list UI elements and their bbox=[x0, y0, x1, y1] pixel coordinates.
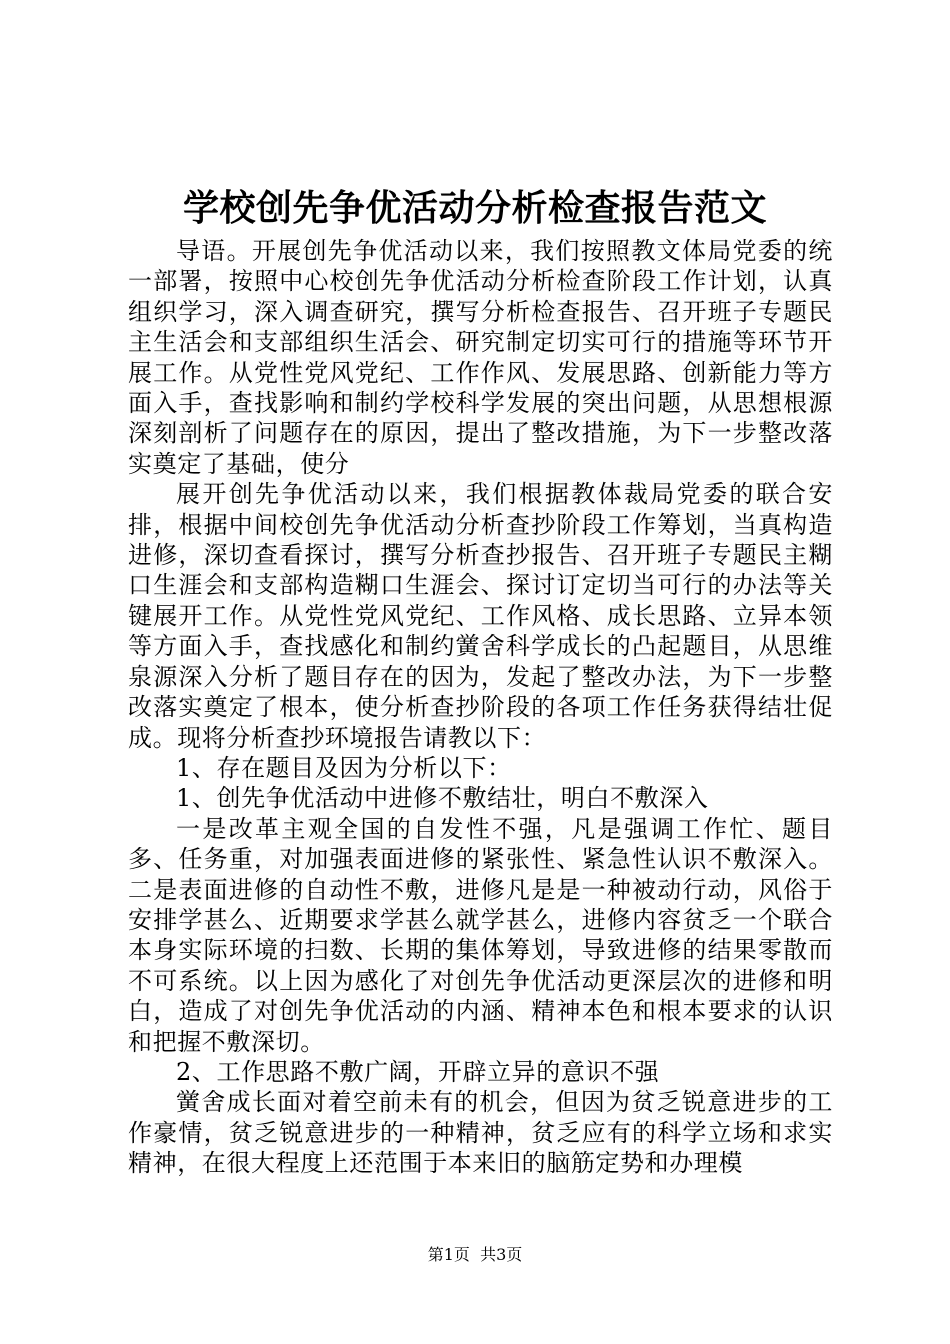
paragraph-intro: 导语。开展创先争优活动以来，我们按照教文体局党委的统一部署，按照中心校创先争优活动分析检查阶段工作计划，认真组织学习，深入调查研究，撰写分析检查报告、召开班子专题民主生活会和支部组织生活会、研究制定切实可行的措施等环节开展工作。从党性党风党纪、工作作风、发展思路、创新能力等方面入手，查找影响和制约学校科学发展的突出问题，从思想根源深刻剖析了问题存在的原因，提出了整改措施，为下一步整改落实奠定了基础，使分 bbox=[128, 237, 833, 478]
page-footer: 第1页 共3页 bbox=[427, 1245, 523, 1264]
paragraph-study-detail: 一是改革主观全国的自发性不强，凡是强调工作忙、题目多、任务重，对加强表面进修的紧张性、紧急性认识不敷深入。二是表面进修的自动性不敷，进修凡是是一种被动行动，风俗于安排学甚么、近期要求学甚么就学甚么，进修内容贫乏一个联合本身实际环境的扫数、长期的集体筹划，导致进修的结果零散而不可系统。以上因为感化了对创先争优活动更深层次的进修和明白，造成了对创先争优活动的内涵、精神本色和根本要求的认识和把握不敷深切。 bbox=[128, 814, 833, 1056]
subheading-thinking: 2、工作思路不敷广阔，开辟立异的意识不强 bbox=[176, 1057, 660, 1086]
document-title: 学校创先争优活动分析检查报告范文 bbox=[182, 187, 767, 229]
paragraph-overview: 展开创先争优活动以来，我们根据教体裁局党委的联合安排，根据中间校创先争优活动分析查抄阶段工作筹划，当真构造进修，深切查看探讨，撰写分析查抄报告、召开班子专题民主糊口生涯会和支部构造糊口生涯会、探讨订定切当可行的办法等关键展开工作。从党性党风党纪、工作风格、成长思路、立异本领等方面入手，查找感化和制约黉舍科学成长的凸起题目，从思维泉源深入分析了题目存在的因为，发起了整改办法，为下一步整改落实奠定了根本，使分析查抄阶段的各项工作任务获得结壮促成。现将分析查抄环境报告请教以下： bbox=[128, 480, 833, 752]
section-heading-problems: 1、存在题目及因为分析以下： bbox=[176, 753, 512, 782]
document-body bbox=[128, 236, 833, 1179]
paragraph-thinking-detail: 黉舍成长面对着空前未有的机会，但因为贫乏锐意进步的工作豪情，贫乏锐意进步的一种精神，贫乏应有的科学立场和求实精神，在很大程度上还范围于本来旧的脑筋定势和办理模 bbox=[128, 1088, 833, 1178]
subheading-study: 1、创先争优活动中进修不敷结壮，明白不敷深入 bbox=[176, 784, 709, 813]
